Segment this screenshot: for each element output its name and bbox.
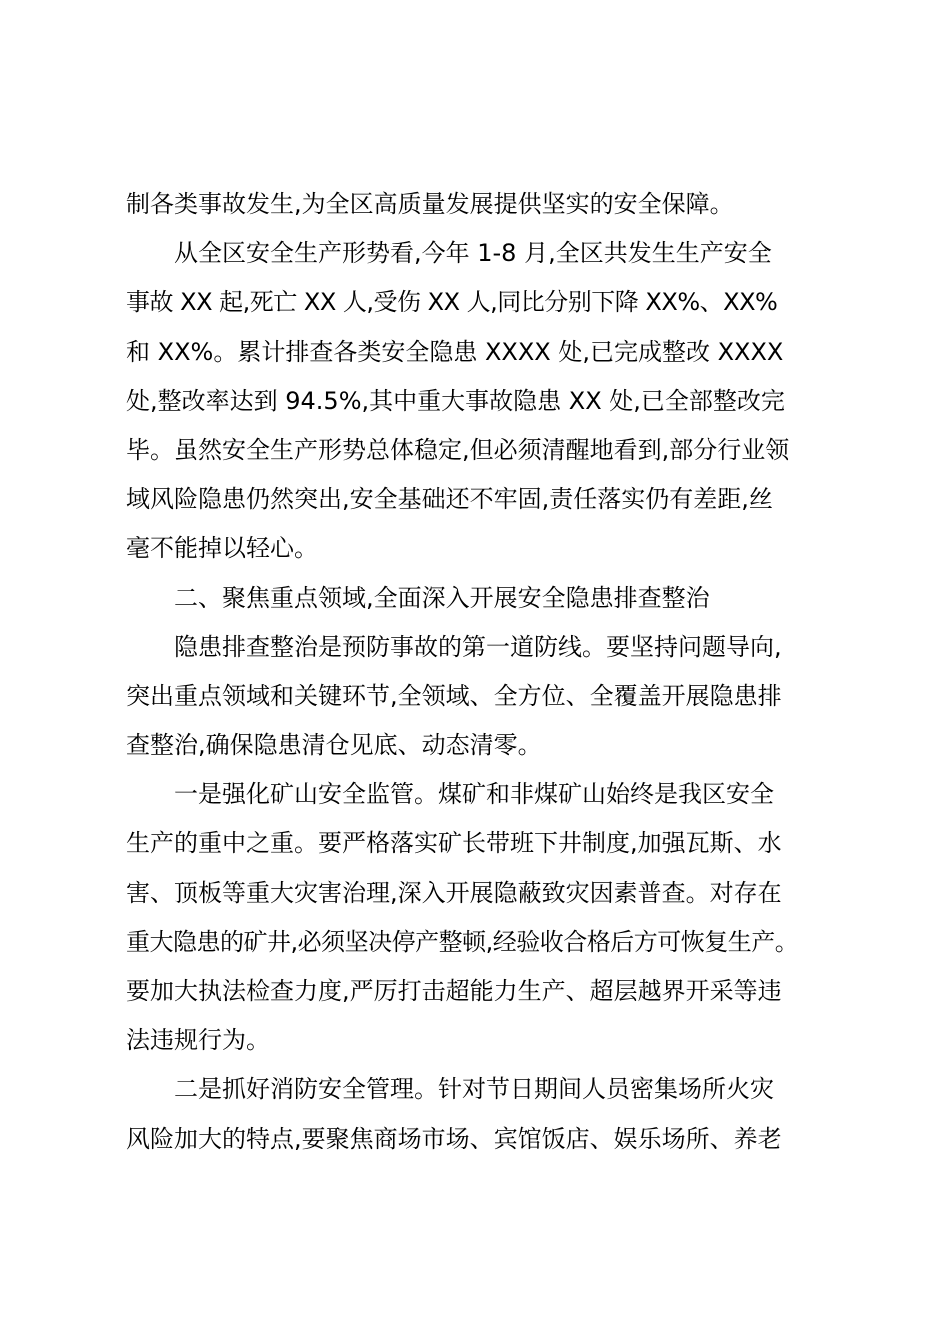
paragraph-line: 要加大执法检查力度,严厉打击超能力生产、超层越界开采等违 xyxy=(126,977,782,1005)
paragraph-line: 二是抓好消防安全管理。针对节日期间人员密集场所火灾 xyxy=(174,1075,774,1104)
paragraph-line: 处,整改率达到 94.5%,其中重大事故隐患 XX 处,已全部整改完 xyxy=(126,386,785,415)
paragraph-line: 域风险隐患仍然突出,安全基础还不牢固,责任落实仍有差距,丝 xyxy=(126,485,773,514)
paragraph-line: 一是强化矿山安全监管。煤矿和非煤矿山始终是我区安全 xyxy=(174,780,774,809)
paragraph-line: 风险加大的特点,要聚焦商场市场、宾馆饭店、娱乐场所、养老 xyxy=(126,1124,782,1153)
paragraph-line: 生产的重中之重。要严格落实矿长带班下井制度,加强瓦斯、水 xyxy=(126,829,782,858)
paragraph-line: 突出重点领域和关键环节,全领域、全方位、全覆盖开展隐患排 xyxy=(126,681,782,710)
paragraph-line: 毕。虽然安全生产形势总体稳定,但必须清醒地看到,部分行业领 xyxy=(126,435,790,464)
paragraph-line: 和 XX%。累计排查各类安全隐患 XXXX 处,已完成整改 XXXX xyxy=(126,337,784,366)
paragraph-line: 从全区安全生产形势看,今年 1-8 月,全区共发生生产安全 xyxy=(174,239,772,268)
document-body xyxy=(126,180,840,1164)
paragraph-line: 事故 XX 起,死亡 XX 人,受伤 XX 人,同比分别下降 XX%、XX% xyxy=(126,288,778,317)
paragraph-line: 隐患排查整治是预防事故的第一道防线。要坚持问题导向, xyxy=(174,632,782,661)
paragraph-line: 法违规行为。 xyxy=(126,1026,270,1055)
paragraph-line: 制各类事故发生,为全区高质量发展提供坚实的安全保障。 xyxy=(126,190,734,218)
paragraph-line: 重大隐患的矿井,必须坚决停产整顿,经验收合格后方可恢复生产。 xyxy=(126,927,799,956)
paragraph-line: 害、顶板等重大灾害治理,深入开展隐蔽致灾因素普查。对存在 xyxy=(126,878,782,907)
paragraph-line: 毫不能掉以轻心。 xyxy=(126,534,318,563)
section-heading: 二、聚焦重点领域,全面深入开展安全隐患排查整治 xyxy=(174,583,710,612)
paragraph-line: 查整治,确保隐患清仓见底、动态清零。 xyxy=(126,731,542,760)
